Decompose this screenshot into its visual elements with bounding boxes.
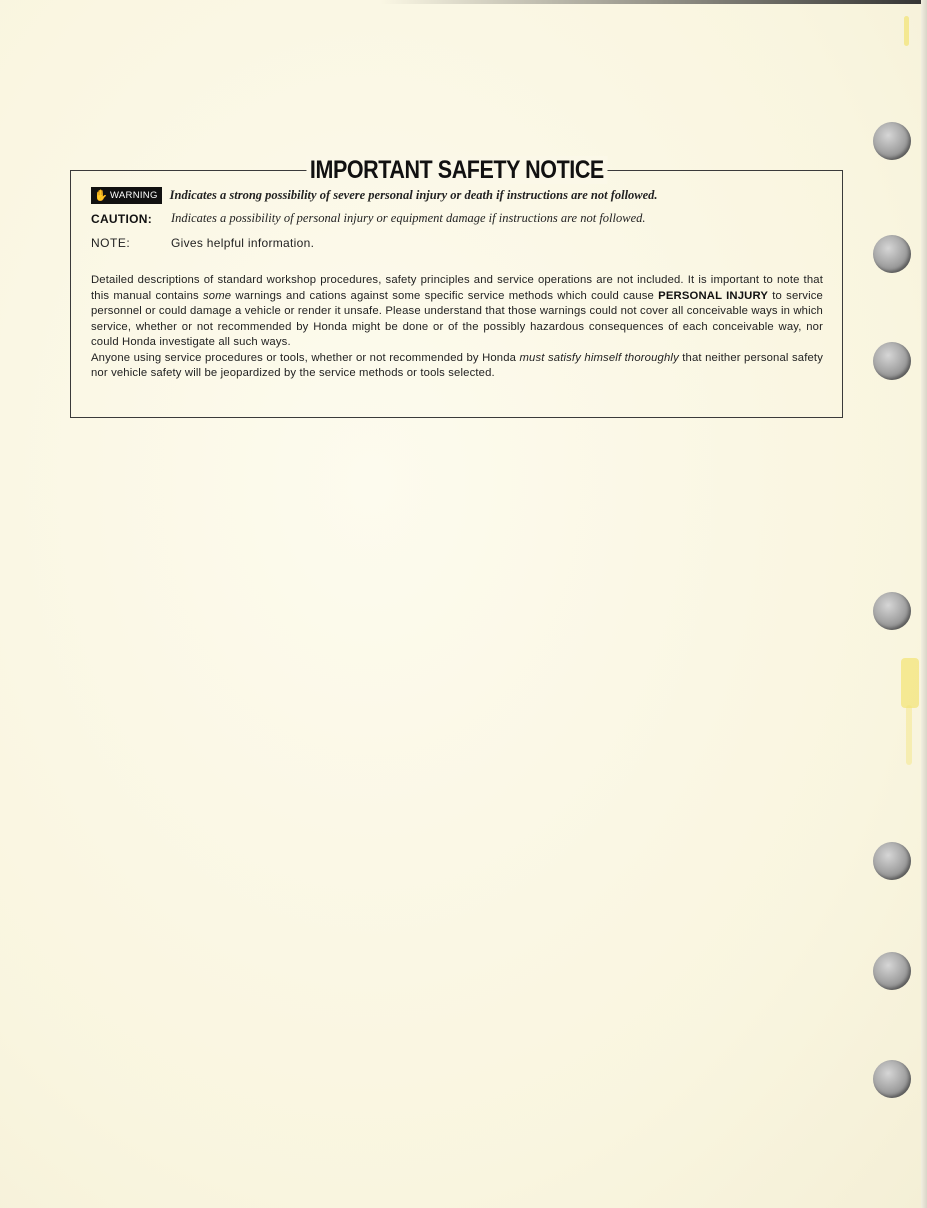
paragraph-text: to service personnel or could damage a vehicle or render it unsafe. Please understand that those warnings could not cover all conceivable ways in which service, whether or not recommended by Honda might be done or of the possibly hazardous consequences of each conceivable way, nor could Honda investigate all such ways. [91,289,823,348]
note-label: NOTE: [91,236,131,250]
personal-injury-emphasis: PERSONAL INJURY [658,289,769,302]
paragraph-emphasis: some [203,289,232,302]
page-top-edge [380,0,927,4]
binder-hole [873,235,911,273]
warning-badge [91,187,162,204]
note-description: Gives helpful information. [171,236,315,250]
paragraph-emphasis: must satisfy himself thoroughly [519,351,679,364]
paper-stain [904,16,909,46]
paragraph-text: Anyone using service procedures or tools, whether or not recommended by Honda [91,351,520,364]
warning-description: Indicates a strong possibility of severe personal injury or death if instructions are not followed. [169,188,658,202]
note-row [91,236,314,250]
binder-hole [873,842,911,880]
hand-warning-icon: ✋ [94,189,108,202]
paragraph-text: Detailed descriptions of standard workshop procedures, safety principles and service operations are not included. It is important to note that this manual contains [91,274,823,302]
binder-hole [873,952,911,990]
binder-hole [873,592,911,630]
warning-row [91,187,658,204]
paper-stain [906,705,912,765]
binder-hole [873,122,911,160]
paragraph-disclaimer [91,273,823,351]
warning-badge-label: WARNING [110,190,158,201]
page-right-edge [921,0,927,1208]
binder-hole [873,1060,911,1098]
notice-title: IMPORTANT SAFETY NOTICE [306,156,607,184]
paragraph-text: that neither personal safety nor vehicle safety will be jeopardized by the service methods or tools selected. [91,351,823,379]
safety-notice-box [70,156,843,418]
paper-stain [901,658,919,708]
notice-body [91,273,823,382]
caution-row [91,211,646,226]
caution-description: Indicates a possibility of personal injury or equipment damage if instructions are not followed. [171,211,646,225]
binder-hole [873,342,911,380]
paragraph-text: warnings and cations against some specific service methods which could cause [231,289,659,302]
notice-title-wrap [71,156,842,184]
paragraph-responsibility [91,351,823,382]
caution-label: CAUTION: [91,211,153,226]
